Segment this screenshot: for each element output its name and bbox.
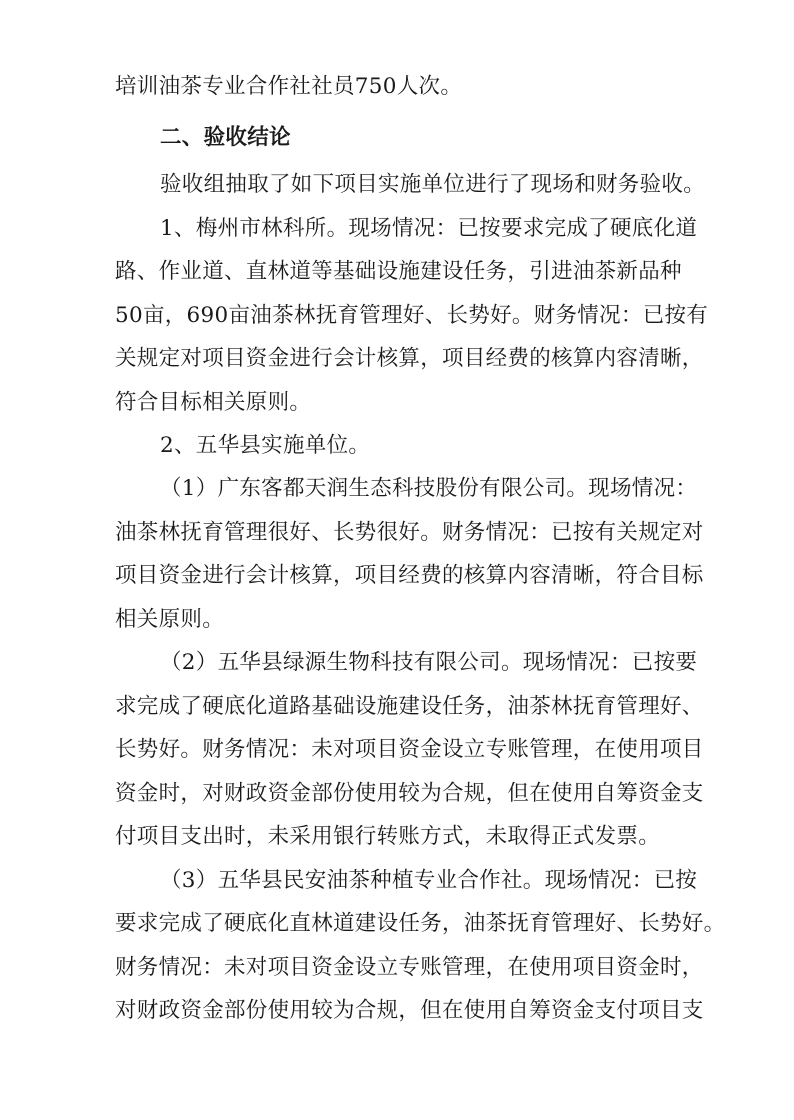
paragraph-line: 培训油茶专业合作社社员750人次。 (115, 74, 463, 99)
paragraph-line: 50亩，690亩油茶林抚育管理好、长势好。财务情况：已按有 (115, 303, 709, 328)
paragraph-line: 油茶林抚育管理很好、长势很好。财务情况：已按有关规定对 (115, 520, 704, 545)
paragraph-line: （2）五华县绿源生物科技有限公司。现场情况：已按要 (160, 650, 698, 675)
paragraph-line: 关规定对项目资金进行会计核算，项目经费的核算内容清晰， (115, 346, 704, 371)
paragraph-line: （1）广东客都天润生态科技股份有限公司。现场情况： (160, 476, 698, 501)
paragraph-line: 要求完成了硬底化直林道建设任务，油茶抚育管理好、长势好。 (115, 911, 726, 936)
paragraph-line: 付项目支出时，未采用银行转账方式，未取得正式发票。 (115, 824, 661, 849)
paragraph-line: 符合目标相关原则。 (115, 390, 312, 415)
section-heading: 二、验收结论 (160, 125, 291, 150)
paragraph-line: 2、五华县实施单位。 (160, 433, 371, 458)
paragraph-line: 1、梅州市林科所。现场情况：已按要求完成了硬底化道 (160, 216, 698, 241)
paragraph-line: 资金时，对财政资金部份使用较为合规，但在使用自筹资金支 (115, 781, 704, 806)
paragraph-line: 求完成了硬底化道路基础设施建设任务，油茶林抚育管理好、 (115, 694, 704, 719)
paragraph-line: 财务情况：未对项目资金设立专账管理，在使用项目资金时， (115, 955, 704, 980)
paragraph-line: 长势好。财务情况：未对项目资金设立专账管理，在使用项目 (115, 737, 704, 762)
paragraph-line: （3）五华县民安油茶种植专业合作社。现场情况：已按 (160, 868, 698, 893)
paragraph-line: 项目资金进行会计核算，项目经费的核算内容清晰，符合目标 (115, 563, 704, 588)
paragraph-line: 相关原则。 (115, 607, 225, 632)
paragraph-line: 对财政资金部份使用较为合规，但在使用自筹资金支付项目支 (115, 998, 704, 1023)
paragraph-line: 验收组抽取了如下项目实施单位进行了现场和财务验收。 (160, 172, 706, 197)
paragraph-line: 路、作业道、直林道等基础设施建设任务，引进油茶新品种 (115, 259, 682, 284)
